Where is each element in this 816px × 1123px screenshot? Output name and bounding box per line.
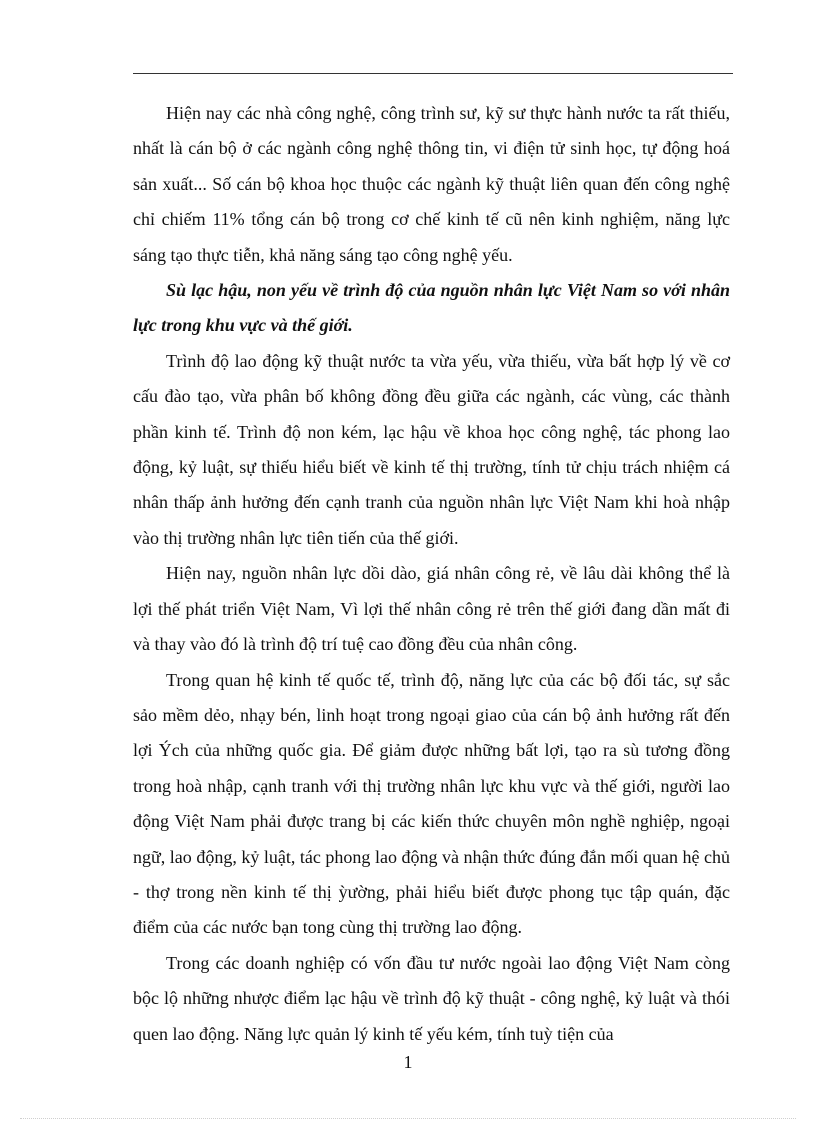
paragraph-foreign-invested-enterprises: Trong các doanh nghiệp có vốn đầu tư nước ngoài lao động Việt Nam còng bộc lộ những nhược điểm lạc hậu về trình độ kỹ thuật - công nghệ, kỷ luật và thói quen lao động. Năng lực quản lý kinh tế yếu kém, tính tuỳ tiện của	[133, 952, 730, 1044]
section-heading: Sù lạc hậu, non yếu về trình độ của nguồn nhân lực Việt Nam so với nhân lực trong khu vực và thế giới.	[133, 280, 730, 336]
paragraph-international-relations: Trong quan hệ kinh tế quốc tế, trình độ, năng lực của các bộ đối tác, sự sắc sảo mềm dẻo, nhạy bén, linh hoạt trong ngoại giao của cán bộ ảnh hưởng rất đến lợi Ých của những quốc gia. Để giảm được những bất lợi, tạo ra sù tương đồng trong hoà nhập, cạnh tranh với thị trường nhân lực khu vực và thế giới, người lao động Việt Nam phải được trang bị các kiến thức chuyên môn nghề nghiệp, ngoại ngữ, lao động, kỷ luật, tác phong lao động và nhận thức đúng đắn mối quan hệ chủ - thợ trong nền kinh tế thị ỳường, phải hiểu biết được phong tục tập quán, đặc điểm của các nước bạn tong cùng thị trường lao động.	[133, 669, 730, 938]
page-number: 1	[403, 1052, 413, 1072]
paragraph-engineers-shortage: Hiện nay các nhà công nghệ, công trình sư, kỹ sư thực hành nước ta rất thiếu, nhất là cán bộ ở các ngành công nghệ thông tin, vi điện tử sinh học, tự động hoá sản xuất... Số cán bộ khoa học thuộc các ngành kỹ thuật liên quan đến công nghệ chỉ chiếm 11% tổng cán bộ trong cơ chế kinh tế cũ nên kinh nghiệm, năng lực sáng tạo thực tiễn, khả năng sáng tạo công nghệ yếu.	[133, 103, 730, 265]
header-rule	[133, 73, 733, 74]
footer-rule	[20, 1118, 796, 1119]
paragraph-labor-skill-level: Trình độ lao động kỹ thuật nước ta vừa yếu, vừa thiếu, vừa bất hợp lý về cơ cấu đào tạo, vừa phân bố không đồng đều giữa các ngành, các vùng, các thành phần kinh tế. Trình độ non kém, lạc hậu về khoa học công nghệ, tác phong lao động, kỷ luật, sự thiếu hiểu biết về kinh tế thị trường, tính tử chịu trách nhiệm cá nhân thấp ảnh hưởng đến cạnh tranh của nguồn nhân lực Việt Nam khi hoà nhập vào thị trường nhân lực tiên tiến của thế giới.	[133, 350, 730, 548]
body-text	[133, 96, 730, 1052]
paragraph-cheap-labor: Hiện nay, nguồn nhân lực dồi dào, giá nhân công rẻ, về lâu dài không thể là lợi thế phát triển Việt Nam, Vì lợi thế nhân công rẻ trên thế giới đang dần mất đi và thay vào đó là trình độ trí tuệ cao đồng đều của nhân công.	[133, 563, 730, 655]
